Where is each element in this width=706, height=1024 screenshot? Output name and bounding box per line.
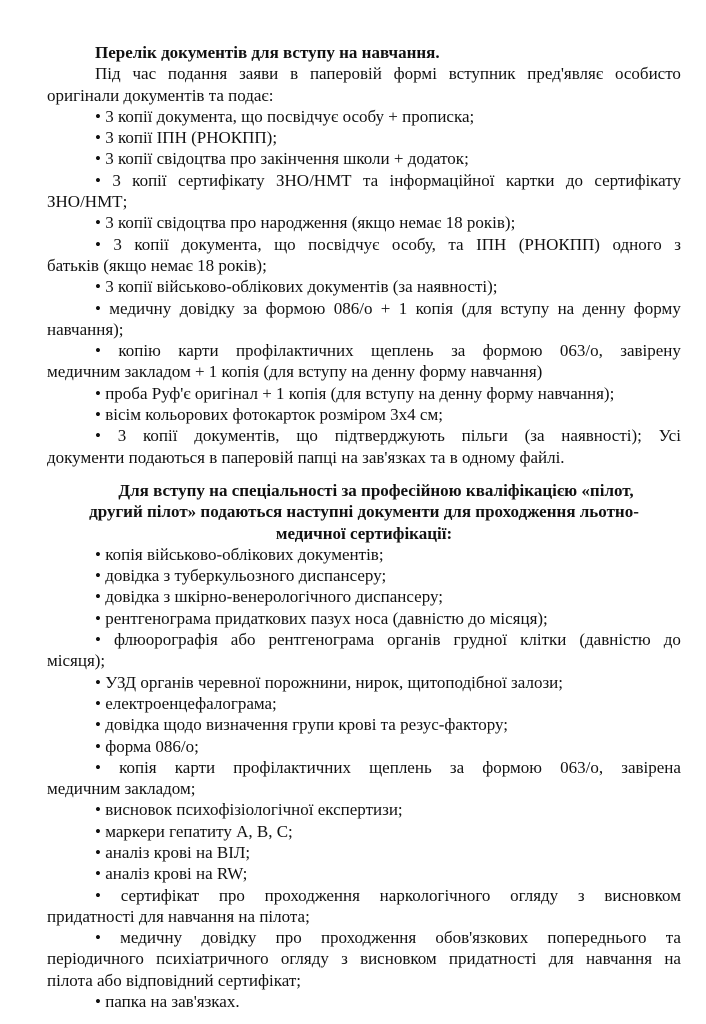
list-item-line: • 3 копії документа, що посвідчує особу + прописка; bbox=[95, 106, 475, 126]
list-item-line: • аналіз крові на RW; bbox=[95, 864, 248, 884]
list-item bbox=[47, 234, 681, 277]
list-item bbox=[47, 736, 681, 757]
list-item-line: • медичну довідку про проходження обов'язкових попереднього та bbox=[95, 928, 681, 948]
list-item-line: • довідка з туберкульозного диспансеру; bbox=[95, 566, 387, 586]
list-item bbox=[47, 148, 681, 169]
list-item-line: • 3 копії документів, що підтверджують пільги (за наявності); Усі bbox=[95, 426, 681, 446]
list-item-line: • папка на зав'язках. bbox=[95, 992, 240, 1012]
list-item bbox=[47, 672, 681, 693]
list-item-line: • 3 копії свідоцтва про народження (якщо немає 18 років); bbox=[95, 213, 516, 233]
document-page bbox=[47, 42, 681, 1012]
section2-heading-line1: Для вступу на спеціальності за професійною кваліфікацією «пілот, bbox=[118, 480, 634, 500]
list-item-line: • 3 копії ІПН (РНОКПП); bbox=[95, 128, 278, 148]
list-item bbox=[47, 629, 681, 672]
list-item bbox=[47, 127, 681, 148]
list-item-line: періодичного психіатричного огляду з висновком придатності для навчання на bbox=[47, 949, 681, 969]
list-item bbox=[47, 885, 681, 928]
section1-title: Перелік документів для вступу на навчання. bbox=[95, 43, 440, 62]
list-item-line: • 3 копії військово-облікових документів (за наявності); bbox=[95, 277, 498, 297]
list-item-line: • сертифікат про проходження наркологічного огляду з висновком bbox=[95, 885, 681, 905]
section2-heading-line3: медичної сертифікації: bbox=[275, 523, 453, 543]
list-item-line: навчання); bbox=[47, 319, 124, 339]
list-item-line: • копію карти профілактичних щеплень за формою 063/о, завірену bbox=[95, 341, 681, 361]
list-item bbox=[47, 425, 681, 468]
list-item-line: • 3 копії свідоцтва про закінчення школи + додаток; bbox=[95, 149, 469, 169]
list-item-line: • копія військово-облікових документів; bbox=[95, 544, 384, 564]
list-item bbox=[47, 991, 681, 1012]
list-item bbox=[47, 404, 681, 425]
list-item-line: • довідка щодо визначення групи крові та резус-фактору; bbox=[95, 715, 508, 735]
list-item bbox=[47, 170, 681, 213]
list-item-line: пілота або відповідний сертифікат; bbox=[47, 970, 301, 990]
list-item-line: батьків (якщо немає 18 років); bbox=[47, 255, 267, 275]
list-item bbox=[47, 799, 681, 820]
list-item-line: • медичну довідку за формою 086/о + 1 копія (для вступу на денну форму bbox=[95, 298, 681, 318]
list-item-line: • копія карти профілактичних щеплень за формою 063/о, завірена bbox=[95, 757, 681, 777]
section2-heading-line2: другий пілот» подаються наступні документи для проходження льотно- bbox=[89, 502, 639, 522]
list-item bbox=[47, 340, 681, 383]
list-item bbox=[47, 863, 681, 884]
list-item-line: • вісім кольорових фотокарток розміром 3х4 см; bbox=[95, 405, 443, 425]
list-item-line: • електроенцефалограма; bbox=[95, 693, 277, 713]
list-item bbox=[47, 714, 681, 735]
list-item bbox=[47, 544, 681, 565]
list-item-line: • проба Руф'є оригінал + 1 копія (для вступу на денну форму навчання); bbox=[95, 383, 615, 403]
list-item bbox=[47, 106, 681, 127]
list-item bbox=[47, 927, 681, 991]
list-item bbox=[47, 608, 681, 629]
list-item bbox=[47, 212, 681, 233]
section1-intro-line1: Під час подання заяви в паперовій формі вступник пред'являє особисто bbox=[95, 64, 681, 84]
list-item bbox=[47, 276, 681, 297]
list-item-line: • 3 копії сертифікату ЗНО/НМТ та інформаційної картки до сертифікату bbox=[95, 170, 681, 190]
list-item bbox=[47, 757, 681, 800]
section2-document-list bbox=[47, 544, 681, 1013]
list-item bbox=[47, 298, 681, 341]
list-item-line: • маркери гепатиту А, В, С; bbox=[95, 821, 293, 841]
list-item bbox=[47, 586, 681, 607]
section1-document-list bbox=[47, 106, 681, 468]
list-item-line: • висновок психофізіологічної експертизи; bbox=[95, 800, 403, 820]
list-item-line: • УЗД органів черевної порожнини, нирок, щитоподібної залози; bbox=[95, 672, 563, 692]
list-item-line: • рентгенограма придаткових пазух носа (давністю до місяця); bbox=[95, 608, 548, 628]
list-item-line: медичним закладом; bbox=[47, 779, 196, 799]
list-item bbox=[47, 842, 681, 863]
list-item-line: • аналіз крові на ВІЛ; bbox=[95, 842, 251, 862]
list-item bbox=[47, 565, 681, 586]
list-item bbox=[47, 693, 681, 714]
list-item bbox=[47, 821, 681, 842]
list-item-line: • довідка з шкірно-венерологічного диспансеру; bbox=[95, 587, 443, 607]
list-item-line: ЗНО/НМТ; bbox=[47, 192, 128, 212]
list-item-line: • 3 копії документа, що посвідчує особу, та ІПН (РНОКПП) одного з bbox=[95, 234, 681, 254]
list-item-line: документи подаються в паперовій папці на зав'язках та в одному файлі. bbox=[47, 447, 565, 467]
list-item-line: медичним закладом + 1 копія (для вступу на денну форму навчання) bbox=[47, 362, 543, 382]
list-item-line: придатності для навчання на пілота; bbox=[47, 906, 310, 926]
list-item bbox=[47, 383, 681, 404]
list-item-line: • форма 086/о; bbox=[95, 736, 199, 756]
section-gap bbox=[47, 468, 681, 480]
section1-intro-line2: оригінали документів та подає: bbox=[47, 85, 274, 105]
list-item-line: • флюорографія або рентгенограма органів грудної клітки (давністю до bbox=[95, 630, 681, 650]
list-item-line: місяця); bbox=[47, 651, 106, 671]
